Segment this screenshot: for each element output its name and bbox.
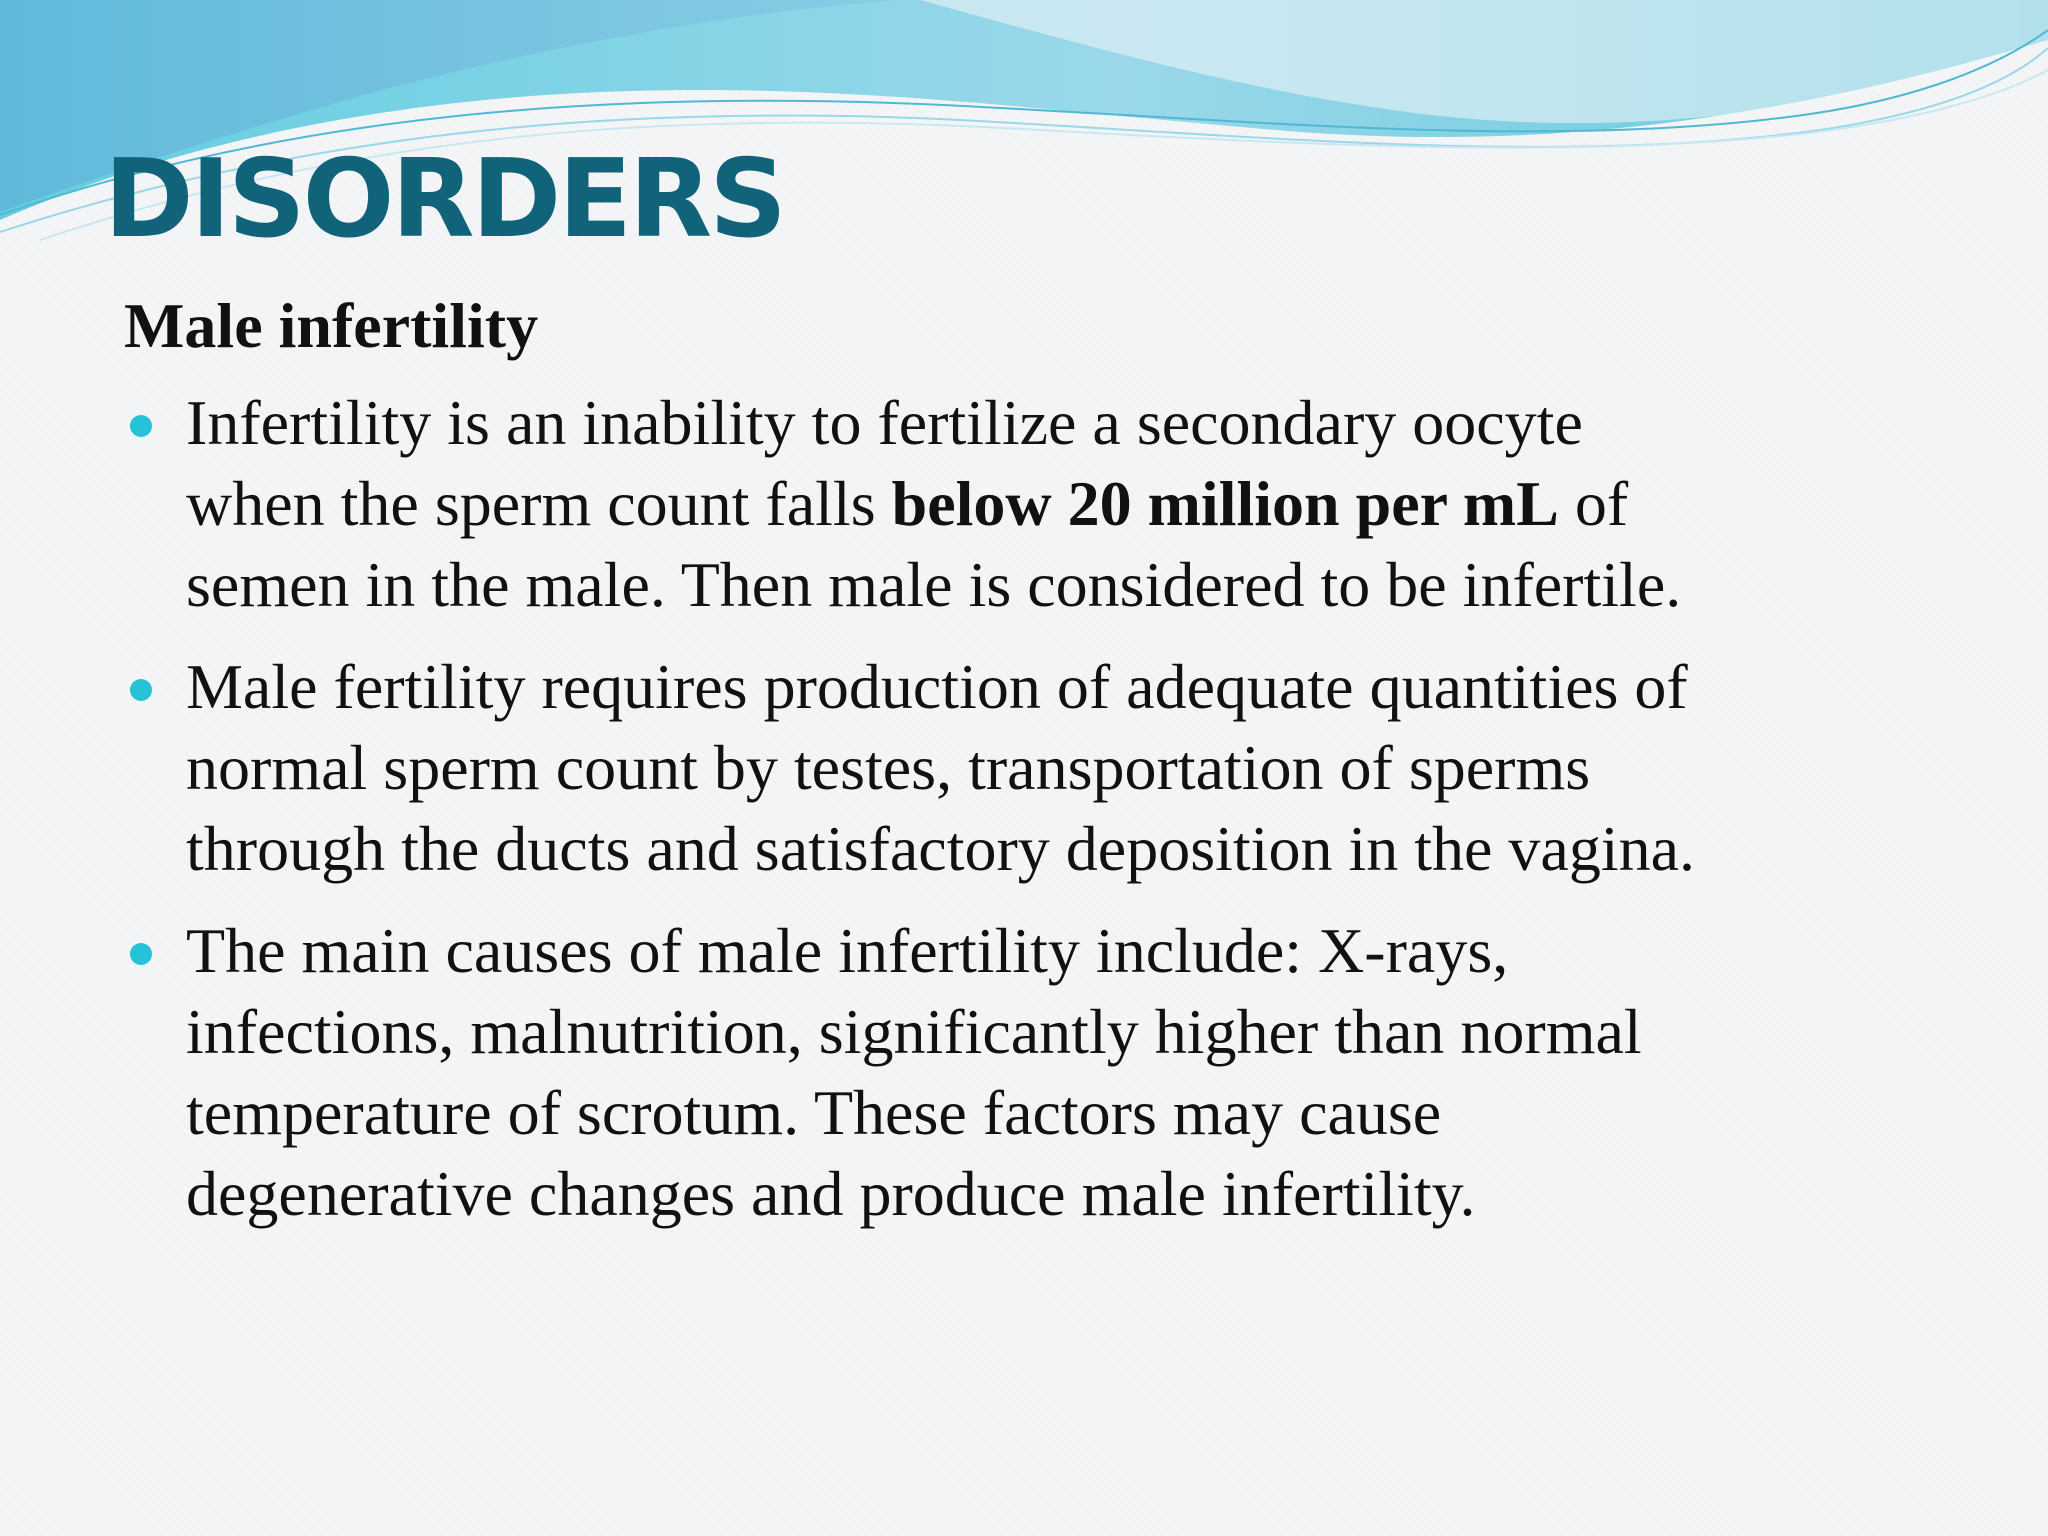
bullet-line: Male fertility requires production of adequate quantities of bbox=[186, 651, 1688, 722]
bullet-line: Infertility is an inability to fertilize a secondary oocyte bbox=[186, 387, 1583, 458]
bullet-item bbox=[124, 646, 2004, 889]
bullet-line-with-emphasis bbox=[186, 463, 2004, 544]
bullet-line: through the ducts and satisfactory deposition in the vagina. bbox=[186, 813, 1695, 884]
bullet-item bbox=[124, 910, 2004, 1234]
bullet-icon bbox=[130, 415, 152, 437]
bullet-line: infections, malnutrition, significantly higher than normal bbox=[186, 996, 1642, 1067]
emphasized-text: below 20 million per mL bbox=[891, 468, 1559, 539]
bullet-icon bbox=[130, 679, 152, 701]
slide-subtitle: Male infertility bbox=[124, 290, 539, 361]
bullet-line: The main causes of male infertility include: X-rays, bbox=[186, 915, 1509, 986]
bullet-icon bbox=[130, 943, 152, 965]
line-text: of bbox=[1558, 468, 1629, 539]
slide-title: DISORDERS bbox=[104, 137, 784, 262]
bullet-line: temperature of scrotum. These factors may cause bbox=[186, 1077, 1442, 1148]
bullet-item bbox=[124, 382, 2004, 625]
line-text: when the sperm count falls bbox=[186, 468, 892, 539]
bullet-line: semen in the male. Then male is considered to be infertile. bbox=[186, 549, 1682, 620]
bullet-list bbox=[124, 382, 2004, 1255]
bullet-line: normal sperm count by testes, transportation of sperms bbox=[186, 732, 1591, 803]
bullet-line: degenerative changes and produce male infertility. bbox=[186, 1158, 1476, 1229]
